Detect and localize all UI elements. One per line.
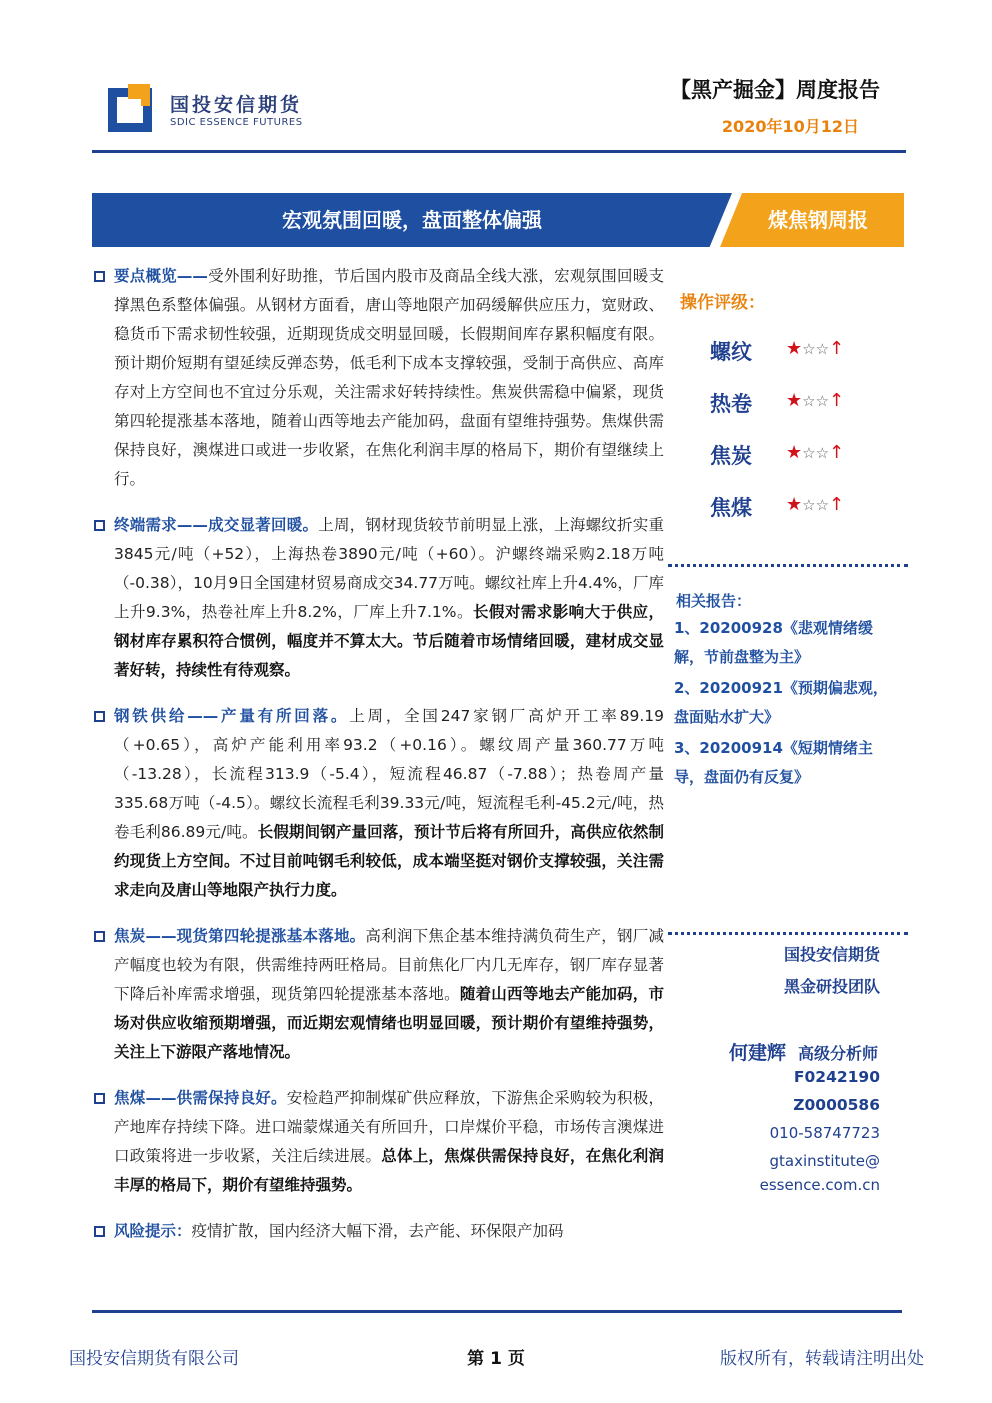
section-coke	[92, 922, 664, 1067]
rating-product-name: 螺纹	[710, 340, 752, 364]
section-risk	[92, 1217, 664, 1246]
analyst	[729, 1038, 878, 1065]
section-heading: 钢铁供给——产量有所回落。	[114, 707, 350, 725]
analyst-name: 何建辉	[728, 1042, 786, 1064]
star-filled-icon: ★	[786, 494, 803, 515]
square-bullet-icon	[94, 1093, 105, 1104]
section-heading: 风险提示：	[114, 1222, 192, 1240]
section-conclusion: 长假对需求影响大于供应，钢材库存累积符合惯例，幅度并不算太大。节后随着市场情绪回暖，建材成交显著好转，持续性有待观察。	[114, 603, 664, 679]
section-text: 疫情扩散，国内经济大幅下滑，去产能、环保限产加码	[191, 1222, 564, 1240]
section-heading: 焦煤——供需保持良好。	[114, 1089, 287, 1107]
section-conclusion: 长假期间钢产量回落，预计节后将有所回升，高供应依然制约现货上方空间。不过目前吨钢毛利较低，成本端坚挺对钢价支撑较强，关注需求走向及唐山等地限产执行力度。	[114, 823, 664, 899]
section-heading: 焦炭——现货第四轮提涨基本落地。	[114, 927, 366, 945]
company-logo	[108, 84, 338, 134]
main-content	[92, 262, 664, 1263]
sidebar-team: 黑金研投团队	[783, 977, 880, 996]
logo-english-name: SDIC ESSENCE FUTURES	[170, 117, 303, 128]
logo-chinese-name: 国投安信期货	[170, 94, 303, 116]
section-conclusion: 总体上，焦煤供需保持良好，在焦化利润丰厚的格局下，期价有望维持强势。	[114, 1147, 664, 1194]
email-address-domain[interactable]: essence.com.cn	[759, 1176, 880, 1194]
report-title: 宏观氛围回暖，盘面整体偏强	[282, 208, 542, 232]
star-filled-icon: ★	[786, 442, 803, 463]
rating-product-name: 焦煤	[710, 496, 752, 520]
related-report-link[interactable]: 2、20200921《预期偏悲观，盘面贴水扩大》	[674, 679, 888, 726]
logo-mark-icon	[108, 84, 158, 134]
phone-number: 010-58747723	[769, 1124, 880, 1142]
rating-row-rebar	[708, 336, 908, 376]
rating-title: 操作评级：	[680, 293, 765, 313]
report-date: 2020年10月12日	[721, 117, 859, 136]
section-text: 高利润下焦企基本维持满负荷生产，钢厂减产幅度也较为有限，供需维持两旺格局。目前焦化厂内几无库存，钢厂库存显著下降后补库需求增强，现货第四轮提涨基本落地。	[114, 927, 664, 1003]
rating-row-hot-coil	[708, 388, 908, 428]
star-empty-icon: ☆☆	[802, 496, 830, 514]
sidebar-company: 国投安信期货	[783, 945, 880, 964]
section-text: 安检趋严抑制煤矿供应释放，下游焦企采购较为积极，产地库存持续下降。进口端蒙煤通关有所回升，口岸煤价平稳，市场传言澳煤进口政策将进一步收紧，关注后续进展。	[114, 1089, 664, 1165]
star-empty-icon: ☆☆	[802, 392, 830, 410]
related-report-link[interactable]: 3、20200914《短期情绪主导，盘面仍有反复》	[674, 739, 873, 786]
section-heading: 要点概览——	[114, 267, 208, 285]
rating-row-coke	[708, 440, 908, 480]
footer-divider	[92, 1310, 902, 1313]
footer-company: 国投安信期货有限公司	[69, 1349, 239, 1369]
rating-stars	[786, 442, 844, 463]
star-filled-icon: ★	[786, 338, 803, 359]
related-reports-title: 相关报告：	[676, 592, 752, 610]
rating-stars	[786, 494, 844, 515]
related-report-link[interactable]: 1、20200928《悲观情绪缓解，节前盘整为主》	[674, 619, 873, 666]
square-bullet-icon	[94, 711, 105, 722]
section-demand	[92, 511, 664, 685]
square-bullet-icon	[94, 271, 105, 282]
star-filled-icon: ★	[786, 390, 803, 411]
section-text: 受外围利好助推，节后国内股市及商品全线大涨，宏观氛围回暖支撑黑色系整体偏强。从钢材方面看，唐山等地限产加码缓解供应压力，宽财政、稳货币下需求韧性较强，近期现货成交明显回暖，长假期间库存累积幅度有限。预计期价短期有望延续反弹态势，低毛利下成本支撑较强，受制于高供应、高库存对上方空间也不宜过分乐观，关注需求好转持续性。焦炭供需稳中偏紧，现货第四轮提涨基本落地，随着山西等地去产能加码，盘面有望维持强势。焦煤供需保持良好，澳煤进口或进一步收紧，在焦化利润丰厚的格局下，期价有望继续上行。	[114, 267, 664, 488]
star-empty-icon: ☆☆	[802, 444, 830, 462]
section-text: 上周，全国247家钢厂高炉开工率89.19（+0.65），高炉产能利用率93.2（+0.16）。螺纹周产量360.77万吨（-13.28），长流程313.9（-5.4），短流程46.87（-7.88）；热卷周产量335.68万吨（-4.5）。螺纹长流程毛利39.33元/吨，短流程毛利-45.2元/吨，热卷毛利86.89元/吨。	[114, 707, 664, 841]
arrow-up-icon: ↑	[829, 338, 845, 359]
rating-product-name: 焦炭	[710, 444, 752, 468]
section-conclusion: 随着山西等地去产能加码，市场对供应收缩预期增强，而近期宏观情绪也明显回暖，预计期价有望维持强势，关注上下游限产落地情况。	[114, 985, 664, 1061]
sidebar-dotted-divider	[668, 564, 908, 567]
square-bullet-icon	[94, 1226, 105, 1237]
rating-stars	[786, 338, 844, 359]
square-bullet-icon	[94, 931, 105, 942]
page-number: 第 1 页	[467, 1349, 525, 1369]
section-text: 上周，钢材现货较节前明显上涨，上海螺纹折实重3845元/吨（+52），上海热卷3890元/吨（+60）。沪螺终端采购2.18万吨（-0.38），10月9日全国建材贸易商成交34.77万吨。螺纹社库上升4.4%，厂库上升9.3%，热卷社库上升8.2%，厂库上升7.1%。	[114, 516, 664, 621]
report-category-tag: 煤焦钢周报	[768, 208, 868, 232]
header-divider	[92, 150, 906, 153]
sidebar-dotted-divider	[668, 932, 908, 935]
rating-row-coking-coal	[708, 492, 908, 532]
arrow-up-icon: ↑	[829, 442, 845, 463]
square-bullet-icon	[94, 520, 105, 531]
star-empty-icon: ☆☆	[802, 340, 830, 358]
section-overview	[92, 262, 664, 494]
license-number: F0242190	[793, 1068, 880, 1086]
section-heading: 终端需求——成交显著回暖。	[114, 516, 319, 534]
email-address[interactable]: gtaxinstitute@	[769, 1152, 880, 1170]
footer-copyright: 版权所有，转载请注明出处	[720, 1349, 924, 1369]
rating-stars	[786, 390, 844, 411]
report-type: 【黑产掘金】周度报告	[670, 78, 880, 102]
license-number: Z0000586	[793, 1096, 880, 1114]
analyst-title: 高级分析师	[797, 1044, 878, 1063]
title-banner	[92, 193, 904, 247]
section-coking-coal	[92, 1084, 664, 1200]
arrow-up-icon: ↑	[829, 390, 845, 411]
rating-product-name: 热卷	[710, 392, 752, 416]
section-steel-supply	[92, 702, 664, 905]
arrow-up-icon: ↑	[829, 494, 845, 515]
